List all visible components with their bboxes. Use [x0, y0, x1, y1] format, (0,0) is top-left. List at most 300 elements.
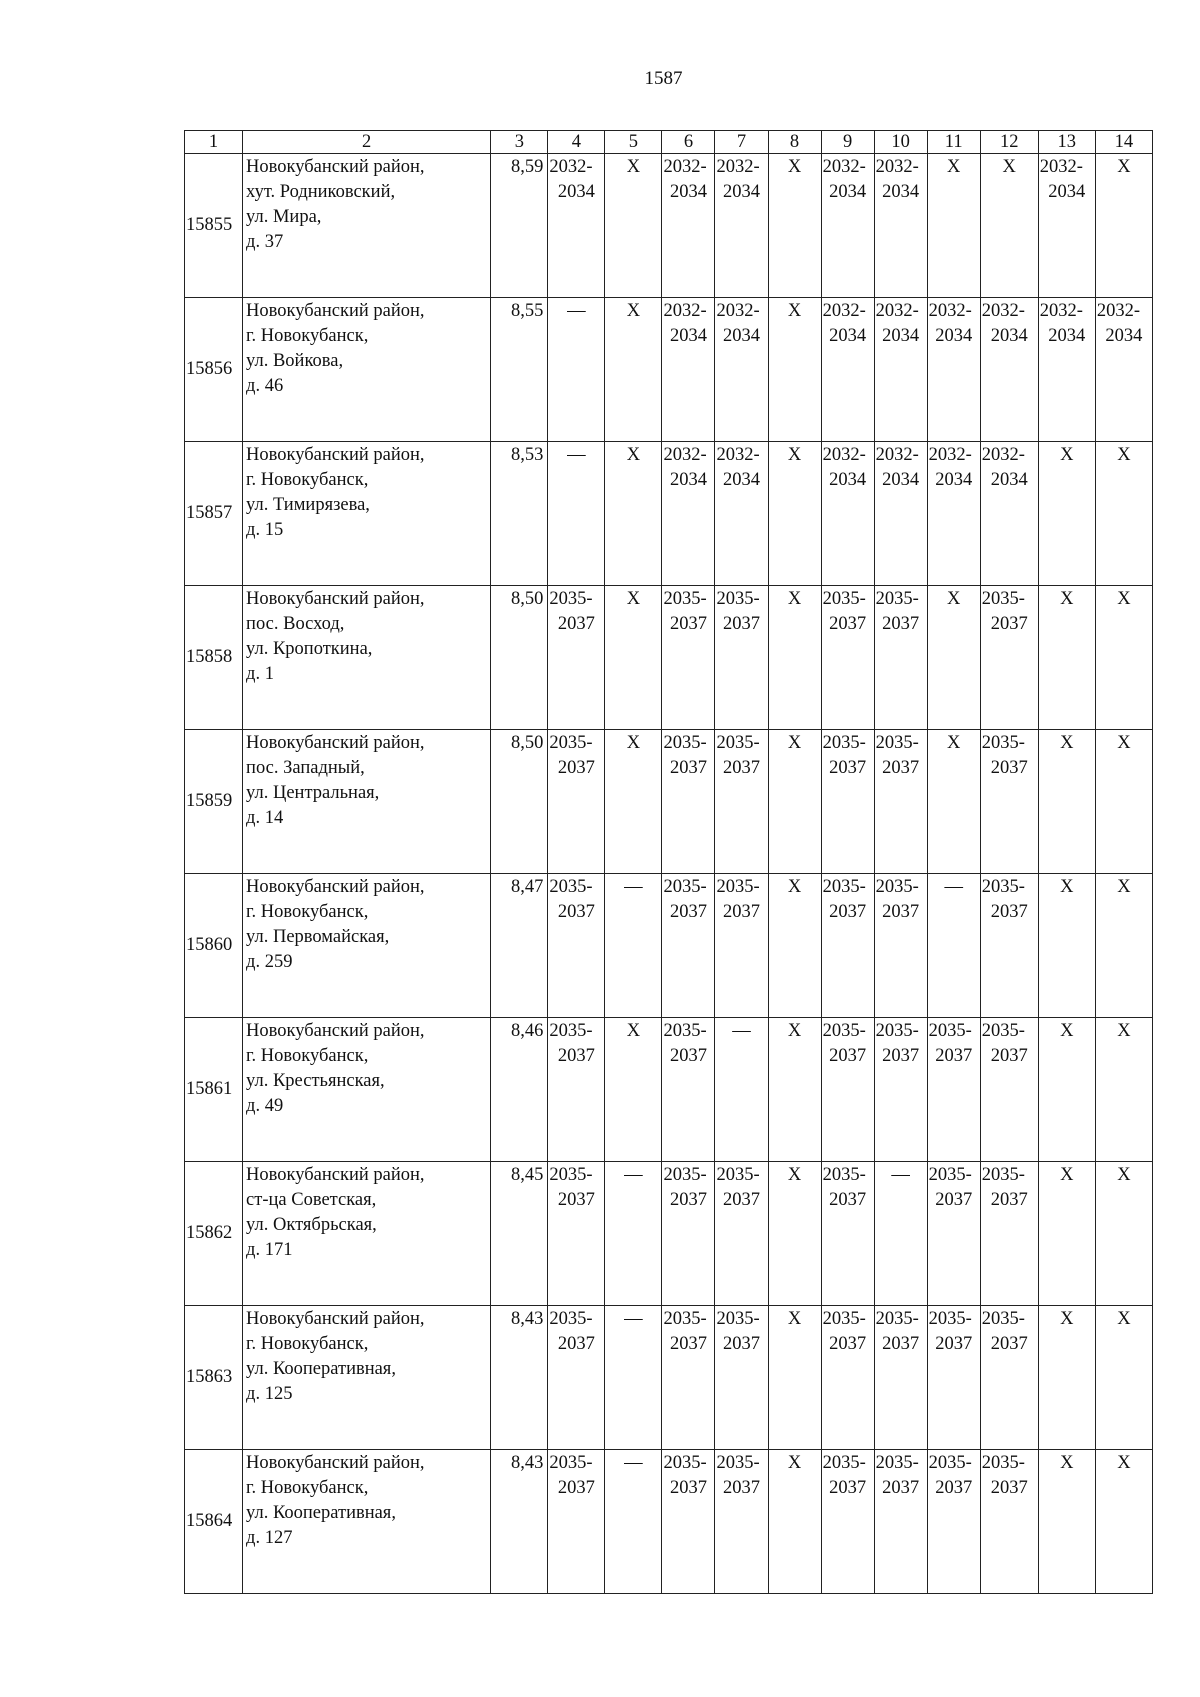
period-cell-col-7 — [715, 730, 768, 874]
year-range-start: 2032- — [1096, 301, 1140, 321]
year-range-start: 2032- — [716, 445, 760, 465]
row-number: 15864 — [185, 1450, 243, 1594]
period-cell-col-7 — [715, 874, 768, 1018]
period-cell-col-14: Х — [1095, 1162, 1152, 1306]
year-range-start: 2035- — [928, 1453, 972, 1473]
year-range-start: 2035- — [981, 1021, 1025, 1041]
address-line: Новокубанский район, — [246, 589, 425, 609]
year-range-end: 2037 — [829, 614, 867, 634]
period-cell-col-4 — [548, 1162, 605, 1306]
address-cell — [243, 298, 491, 442]
address-line: ул. Войкова, — [246, 351, 344, 371]
address-line: д. 15 — [246, 520, 284, 540]
period-cell-col-5: Х — [605, 586, 662, 730]
year-range-start: 2035- — [875, 877, 919, 897]
year-range-end: 2037 — [557, 1478, 595, 1498]
period-cell-col-7 — [715, 1162, 768, 1306]
address-line: Новокубанский район, — [246, 1021, 425, 1041]
year-range-end: 2037 — [990, 1334, 1028, 1354]
period-cell-col-9 — [821, 1306, 874, 1450]
year-range-end: 2037 — [829, 758, 867, 778]
year-range-start: 2032- — [549, 157, 593, 177]
year-range-start: 2032- — [822, 301, 866, 321]
column-header-12: 12 — [980, 131, 1038, 154]
year-range-end: 2034 — [990, 326, 1028, 346]
year-range-start: 2035- — [663, 1309, 707, 1329]
period-cell-col-4 — [548, 1018, 605, 1162]
year-range-start: 2032- — [1039, 157, 1083, 177]
address-line: ул. Тимирязева, — [246, 495, 370, 515]
year-range-start: 2035- — [822, 1453, 866, 1473]
year-range-start: 2035- — [663, 1021, 707, 1041]
year-range-end: 2034 — [723, 182, 760, 202]
period-cell-col-11 — [927, 1306, 980, 1450]
period-cell-col-10 — [874, 1306, 927, 1450]
address-line: Новокубанский район, — [246, 301, 425, 321]
address-line: г. Новокубанск, — [246, 1478, 369, 1498]
year-range-start: 2032- — [981, 445, 1025, 465]
period-cell-col-4 — [548, 1306, 605, 1450]
year-range-end: 2037 — [723, 614, 760, 634]
address-cell — [243, 442, 491, 586]
address-line: Новокубанский район, — [246, 1165, 425, 1185]
year-range-start: 2035- — [549, 1165, 593, 1185]
column-header-3: 3 — [491, 131, 548, 154]
row-number: 15857 — [185, 442, 243, 586]
period-cell-col-4: — — [548, 442, 605, 586]
period-cell-col-9 — [821, 1018, 874, 1162]
period-cell-col-8: Х — [768, 586, 821, 730]
period-cell-col-8: Х — [768, 1162, 821, 1306]
year-range-start: 2035- — [875, 589, 919, 609]
year-range-start: 2035- — [716, 1165, 760, 1185]
period-cell-col-13: Х — [1038, 730, 1095, 874]
year-range-start: 2032- — [822, 445, 866, 465]
value-cell: 8,50 — [491, 586, 548, 730]
address-line: пос. Восход, — [246, 614, 345, 634]
year-range-start: 2032- — [663, 445, 707, 465]
address-line: ул. Октябрьская, — [246, 1215, 377, 1235]
period-cell-col-14: Х — [1095, 1306, 1152, 1450]
year-range-start: 2035- — [822, 733, 866, 753]
column-header-4: 4 — [548, 131, 605, 154]
year-range-start: 2035- — [549, 1309, 593, 1329]
year-range-start: 2035- — [822, 589, 866, 609]
year-range-end: 2037 — [723, 1190, 760, 1210]
year-range-start: 2035- — [981, 1309, 1025, 1329]
value-cell: 8,45 — [491, 1162, 548, 1306]
address-line: ул. Кооперативная, — [246, 1359, 396, 1379]
year-range-end: 2037 — [935, 1478, 973, 1498]
year-range-end: 2037 — [882, 1478, 920, 1498]
period-cell-col-6 — [662, 442, 715, 586]
period-cell-col-13: Х — [1038, 1306, 1095, 1450]
address-line: ул. Первомайская, — [246, 927, 390, 947]
period-cell-col-5: — — [605, 1450, 662, 1594]
year-range-end: 2034 — [669, 326, 707, 346]
year-range-end: 2037 — [990, 1046, 1028, 1066]
period-cell-col-10 — [874, 874, 927, 1018]
address-line: хут. Родниковский, — [246, 182, 396, 202]
year-range-end: 2034 — [1048, 326, 1086, 346]
year-range-start: 2032- — [928, 445, 972, 465]
year-range-start: 2035- — [981, 733, 1025, 753]
registry-table — [184, 130, 1153, 1594]
column-header-9: 9 — [821, 131, 874, 154]
year-range-end: 2037 — [723, 902, 760, 922]
address-cell — [243, 1306, 491, 1450]
year-range-end: 2034 — [1048, 182, 1086, 202]
period-cell-col-14: Х — [1095, 586, 1152, 730]
period-cell-col-14: Х — [1095, 874, 1152, 1018]
period-cell-col-8: Х — [768, 298, 821, 442]
period-cell-col-12 — [980, 586, 1038, 730]
period-cell-col-4: — — [548, 298, 605, 442]
address-line: г. Новокубанск, — [246, 326, 369, 346]
period-cell-col-7 — [715, 442, 768, 586]
address-line: Новокубанский район, — [246, 445, 425, 465]
year-range-end: 2034 — [723, 470, 760, 490]
period-cell-col-12 — [980, 1306, 1038, 1450]
year-range-end: 2037 — [990, 614, 1028, 634]
address-cell — [243, 730, 491, 874]
address-line: пос. Западный, — [246, 758, 365, 778]
year-range-end: 2034 — [1105, 326, 1143, 346]
address-line: д. 127 — [246, 1528, 293, 1548]
table-row — [185, 730, 1153, 874]
year-range-start: 2035- — [928, 1165, 972, 1185]
header-row — [185, 131, 1153, 154]
period-cell-col-7 — [715, 154, 768, 298]
year-range-start: 2035- — [663, 589, 707, 609]
value-cell: 8,43 — [491, 1306, 548, 1450]
column-header-6: 6 — [662, 131, 715, 154]
period-cell-col-10 — [874, 154, 927, 298]
period-cell-col-10: — — [874, 1162, 927, 1306]
period-cell-col-8: Х — [768, 874, 821, 1018]
year-range-end: 2034 — [723, 326, 760, 346]
period-cell-col-13: Х — [1038, 1018, 1095, 1162]
year-range-start: 2032- — [875, 301, 919, 321]
period-cell-col-8: Х — [768, 730, 821, 874]
year-range-start: 2032- — [716, 157, 760, 177]
address-line: Новокубанский район, — [246, 1309, 425, 1329]
period-cell-col-12 — [980, 298, 1038, 442]
row-number: 15861 — [185, 1018, 243, 1162]
period-cell-col-11: Х — [927, 730, 980, 874]
period-cell-col-8: Х — [768, 1450, 821, 1594]
period-cell-col-5: Х — [605, 442, 662, 586]
period-cell-col-6 — [662, 1306, 715, 1450]
row-number: 15860 — [185, 874, 243, 1018]
year-range-end: 2037 — [557, 1190, 595, 1210]
year-range-end: 2037 — [990, 902, 1028, 922]
period-cell-col-8: Х — [768, 1018, 821, 1162]
period-cell-col-10 — [874, 730, 927, 874]
year-range-end: 2037 — [935, 1190, 973, 1210]
period-cell-col-6 — [662, 298, 715, 442]
period-cell-col-12 — [980, 1018, 1038, 1162]
period-cell-col-12 — [980, 442, 1038, 586]
period-cell-col-12 — [980, 874, 1038, 1018]
value-cell: 8,53 — [491, 442, 548, 586]
period-cell-col-6 — [662, 1018, 715, 1162]
value-cell: 8,46 — [491, 1018, 548, 1162]
period-cell-col-14: Х — [1095, 730, 1152, 874]
address-line: ул. Кропоткина, — [246, 639, 373, 659]
year-range-start: 2035- — [663, 733, 707, 753]
period-cell-col-11: Х — [927, 154, 980, 298]
year-range-end: 2037 — [669, 1478, 707, 1498]
year-range-end: 2037 — [882, 614, 920, 634]
year-range-end: 2034 — [669, 470, 707, 490]
address-line: Новокубанский район, — [246, 733, 425, 753]
period-cell-col-7: — — [715, 1018, 768, 1162]
year-range-start: 2035- — [716, 733, 760, 753]
row-number: 15855 — [185, 154, 243, 298]
period-cell-col-5: Х — [605, 298, 662, 442]
address-cell — [243, 1162, 491, 1306]
period-cell-col-10 — [874, 298, 927, 442]
year-range-start: 2035- — [549, 877, 593, 897]
address-line: ул. Мира, — [246, 207, 322, 227]
period-cell-col-11: — — [927, 874, 980, 1018]
year-range-start: 2035- — [716, 589, 760, 609]
period-cell-col-9 — [821, 874, 874, 1018]
period-cell-col-8: Х — [768, 442, 821, 586]
period-cell-col-10 — [874, 442, 927, 586]
year-range-start: 2035- — [549, 1021, 593, 1041]
year-range-start: 2032- — [928, 301, 972, 321]
year-range-end: 2037 — [829, 1334, 867, 1354]
year-range-end: 2037 — [557, 614, 595, 634]
period-cell-col-11: Х — [927, 586, 980, 730]
year-range-end: 2034 — [669, 182, 707, 202]
address-line: Новокубанский район, — [246, 877, 425, 897]
period-cell-col-7 — [715, 298, 768, 442]
address-cell — [243, 1450, 491, 1594]
address-line: г. Новокубанск, — [246, 470, 369, 490]
column-header-7: 7 — [715, 131, 768, 154]
year-range-end: 2034 — [829, 182, 867, 202]
row-number: 15856 — [185, 298, 243, 442]
period-cell-col-13: Х — [1038, 586, 1095, 730]
address-line: Новокубанский район, — [246, 1453, 425, 1473]
period-cell-col-5: Х — [605, 154, 662, 298]
year-range-end: 2037 — [669, 902, 707, 922]
address-line: г. Новокубанск, — [246, 1046, 369, 1066]
year-range-start: 2035- — [549, 733, 593, 753]
period-cell-col-5: Х — [605, 730, 662, 874]
year-range-start: 2035- — [549, 1453, 593, 1473]
year-range-end: 2037 — [723, 1334, 760, 1354]
address-line: ст-ца Советская, — [246, 1190, 377, 1210]
table-row — [185, 1450, 1153, 1594]
period-cell-col-11 — [927, 298, 980, 442]
period-cell-col-12 — [980, 1450, 1038, 1594]
address-cell — [243, 1018, 491, 1162]
year-range-end: 2037 — [990, 1478, 1028, 1498]
year-range-end: 2037 — [829, 902, 867, 922]
period-cell-col-9 — [821, 298, 874, 442]
year-range-start: 2032- — [981, 301, 1025, 321]
address-line: ул. Крестьянская, — [246, 1071, 385, 1091]
period-cell-col-4 — [548, 154, 605, 298]
address-line: Новокубанский район, — [246, 157, 425, 177]
period-cell-col-14: Х — [1095, 154, 1152, 298]
address-line: ул. Центральная, — [246, 783, 380, 803]
period-cell-col-7 — [715, 1450, 768, 1594]
period-cell-col-7 — [715, 1306, 768, 1450]
year-range-end: 2037 — [829, 1478, 867, 1498]
row-number: 15858 — [185, 586, 243, 730]
table-row — [185, 1306, 1153, 1450]
year-range-end: 2034 — [557, 182, 595, 202]
address-line: д. 171 — [246, 1240, 293, 1260]
period-cell-col-9 — [821, 586, 874, 730]
row-number: 15862 — [185, 1162, 243, 1306]
period-cell-col-10 — [874, 1450, 927, 1594]
year-range-start: 2035- — [981, 589, 1025, 609]
address-line: д. 37 — [246, 232, 284, 252]
year-range-end: 2034 — [990, 470, 1028, 490]
period-cell-col-14: Х — [1095, 1018, 1152, 1162]
period-cell-col-11 — [927, 1162, 980, 1306]
year-range-start: 2032- — [663, 157, 707, 177]
period-cell-col-11 — [927, 1018, 980, 1162]
address-line: д. 46 — [246, 376, 284, 396]
period-cell-col-6 — [662, 1162, 715, 1306]
year-range-start: 2035- — [875, 1021, 919, 1041]
period-cell-col-13: Х — [1038, 1162, 1095, 1306]
period-cell-col-13: Х — [1038, 874, 1095, 1018]
period-cell-col-4 — [548, 874, 605, 1018]
period-cell-col-6 — [662, 730, 715, 874]
year-range-start: 2032- — [875, 445, 919, 465]
year-range-end: 2037 — [829, 1046, 867, 1066]
period-cell-col-5: — — [605, 874, 662, 1018]
address-line: ул. Кооперативная, — [246, 1503, 396, 1523]
address-line: д. 125 — [246, 1384, 293, 1404]
value-cell: 8,50 — [491, 730, 548, 874]
period-cell-col-5: — — [605, 1306, 662, 1450]
year-range-end: 2037 — [669, 1046, 707, 1066]
period-cell-col-13: Х — [1038, 1450, 1095, 1594]
year-range-end: 2034 — [829, 470, 867, 490]
period-cell-col-12 — [980, 1162, 1038, 1306]
period-cell-col-14: Х — [1095, 1450, 1152, 1594]
period-cell-col-6 — [662, 1450, 715, 1594]
year-range-end: 2037 — [669, 1334, 707, 1354]
year-range-start: 2035- — [822, 1309, 866, 1329]
table-row — [185, 1018, 1153, 1162]
period-cell-col-4 — [548, 586, 605, 730]
period-cell-col-14: Х — [1095, 442, 1152, 586]
column-header-11: 11 — [927, 131, 980, 154]
period-cell-col-5: — — [605, 1162, 662, 1306]
column-header-13: 13 — [1038, 131, 1095, 154]
column-header-2: 2 — [243, 131, 491, 154]
value-cell: 8,47 — [491, 874, 548, 1018]
period-cell-col-7 — [715, 586, 768, 730]
page-number: 1587 — [644, 68, 683, 89]
year-range-start: 2035- — [875, 1309, 919, 1329]
year-range-end: 2037 — [882, 1046, 920, 1066]
period-cell-col-11 — [927, 1450, 980, 1594]
period-cell-col-8: Х — [768, 1306, 821, 1450]
year-range-start: 2032- — [1039, 301, 1083, 321]
year-range-end: 2037 — [723, 758, 760, 778]
year-range-start: 2035- — [875, 733, 919, 753]
year-range-start: 2035- — [928, 1309, 972, 1329]
address-line: д. 259 — [246, 952, 293, 972]
year-range-end: 2037 — [935, 1334, 973, 1354]
year-range-start: 2035- — [822, 1021, 866, 1041]
value-cell: 8,55 — [491, 298, 548, 442]
year-range-start: 2035- — [981, 1165, 1025, 1185]
year-range-start: 2035- — [981, 877, 1025, 897]
row-number: 15859 — [185, 730, 243, 874]
year-range-start: 2035- — [928, 1021, 972, 1041]
value-cell: 8,59 — [491, 154, 548, 298]
year-range-start: 2035- — [716, 1309, 760, 1329]
year-range-end: 2037 — [669, 758, 707, 778]
period-cell-col-8: Х — [768, 154, 821, 298]
period-cell-col-6 — [662, 586, 715, 730]
year-range-end: 2037 — [829, 1190, 867, 1210]
year-range-start: 2035- — [716, 1453, 760, 1473]
value-cell: 8,43 — [491, 1450, 548, 1594]
year-range-start: 2032- — [875, 157, 919, 177]
period-cell-col-9 — [821, 154, 874, 298]
period-cell-col-9 — [821, 730, 874, 874]
year-range-end: 2034 — [935, 326, 973, 346]
period-cell-col-6 — [662, 154, 715, 298]
table-header — [185, 131, 1153, 154]
period-cell-col-13: Х — [1038, 442, 1095, 586]
year-range-end: 2037 — [882, 1334, 920, 1354]
year-range-start: 2035- — [822, 1165, 866, 1185]
table-row — [185, 586, 1153, 730]
year-range-end: 2037 — [882, 758, 920, 778]
year-range-end: 2034 — [829, 326, 867, 346]
table-row — [185, 442, 1153, 586]
table-body — [185, 154, 1153, 1594]
year-range-start: 2035- — [663, 877, 707, 897]
address-line: г. Новокубанск, — [246, 902, 369, 922]
year-range-start: 2035- — [981, 1453, 1025, 1473]
address-cell — [243, 586, 491, 730]
period-cell-col-12 — [980, 730, 1038, 874]
year-range-end: 2037 — [557, 1046, 595, 1066]
address-cell — [243, 154, 491, 298]
period-cell-col-10 — [874, 1018, 927, 1162]
year-range-end: 2037 — [669, 614, 707, 634]
period-cell-col-6 — [662, 874, 715, 1018]
year-range-end: 2037 — [669, 1190, 707, 1210]
year-range-end: 2034 — [882, 182, 920, 202]
period-cell-col-4 — [548, 730, 605, 874]
year-range-end: 2037 — [557, 902, 595, 922]
period-cell-col-12: Х — [980, 154, 1038, 298]
year-range-start: 2035- — [549, 589, 593, 609]
year-range-end: 2037 — [882, 902, 920, 922]
period-cell-col-4 — [548, 1450, 605, 1594]
year-range-start: 2032- — [822, 157, 866, 177]
year-range-end: 2034 — [882, 470, 920, 490]
table-row — [185, 874, 1153, 1018]
period-cell-col-11 — [927, 442, 980, 586]
